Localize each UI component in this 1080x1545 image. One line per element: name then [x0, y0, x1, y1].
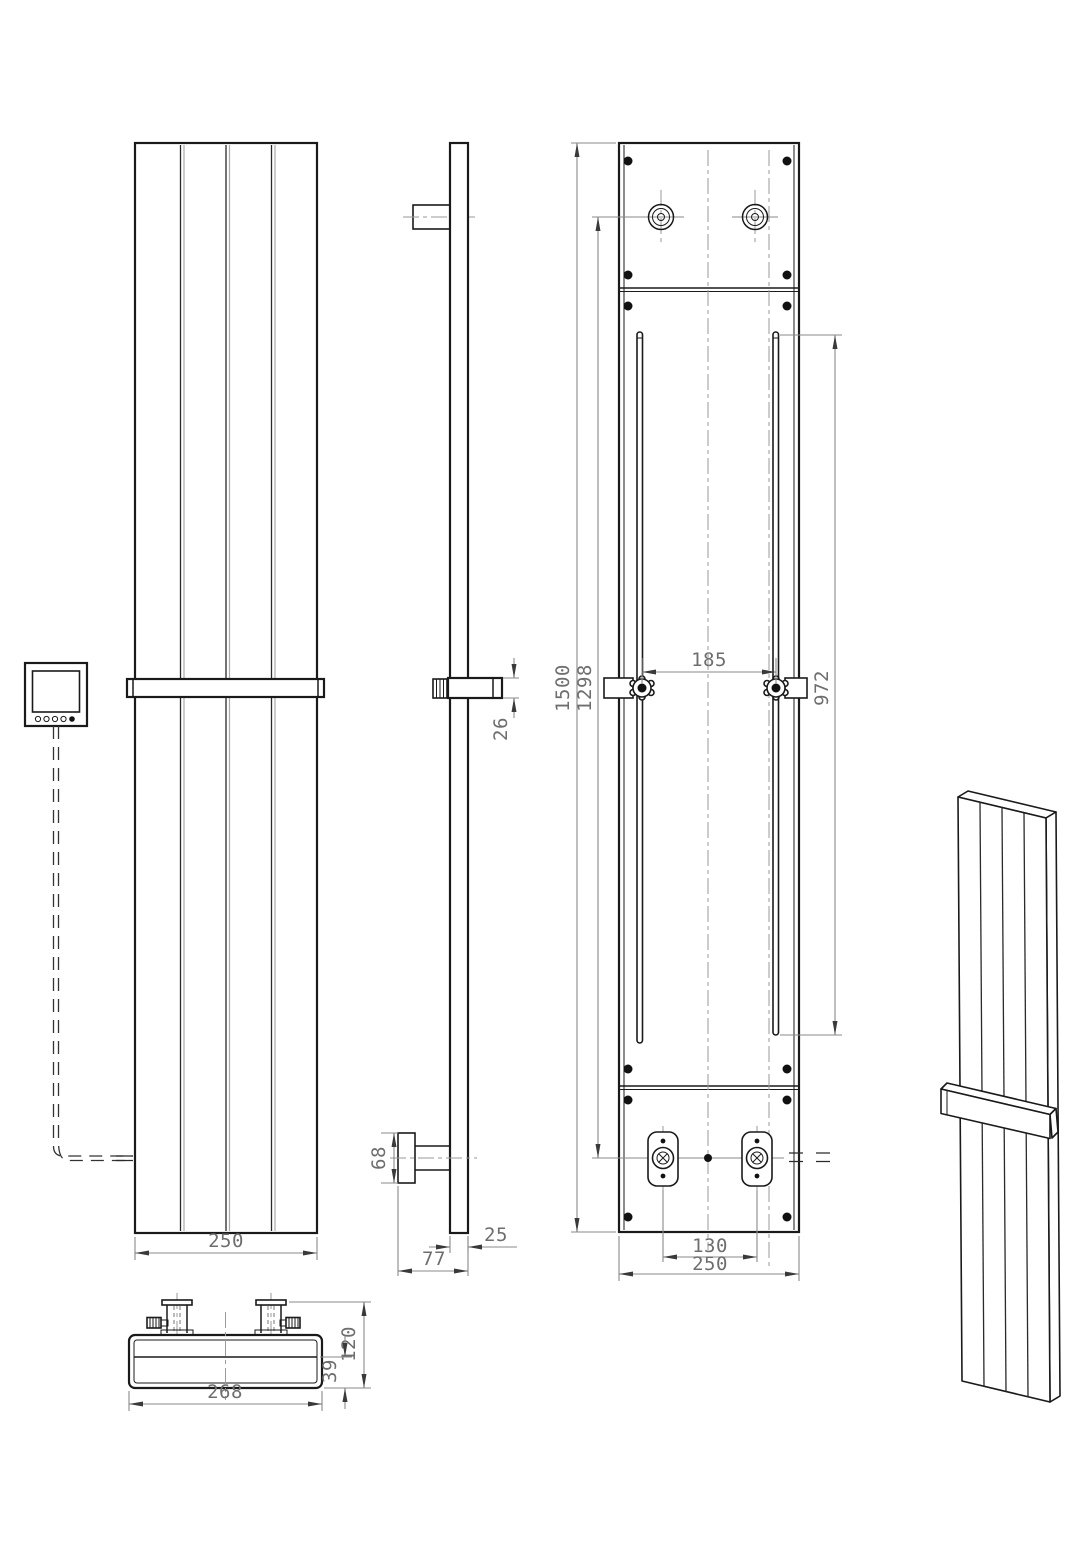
controller-button — [69, 716, 75, 722]
wall-bracket — [604, 676, 654, 700]
dim-slot-length-label: 972 — [811, 670, 833, 706]
side-view — [368, 143, 519, 1276]
dim-bracket-spacing-label: 185 — [691, 649, 727, 671]
controller-wire — [54, 726, 134, 1161]
dim-connection-height — [574, 217, 598, 1158]
towel-bar-front — [127, 679, 324, 697]
dim-connection-height-label: 1298 — [574, 664, 596, 712]
controller-screen — [33, 671, 80, 712]
center-hole — [704, 1154, 712, 1162]
dim-front-width — [135, 1230, 317, 1260]
thermostat-controller — [25, 663, 133, 1161]
dim-rail-depth — [490, 658, 519, 741]
dim-overall-height-label: 1500 — [552, 664, 574, 712]
dim-valve-spacing-label: 130 — [692, 1235, 728, 1257]
dim-rail-depth-label: 26 — [490, 717, 512, 741]
bleed-valve-knob — [147, 1318, 161, 1329]
dim-panel-thickness-label: 25 — [484, 1224, 508, 1246]
dim-front-width-label: 250 — [208, 1230, 244, 1252]
dim-base-height-label: 120 — [338, 1326, 360, 1362]
rear-view — [552, 143, 842, 1281]
dim-bracket-depth — [368, 1133, 398, 1183]
valve-plate — [648, 1126, 678, 1192]
dim-base-lip-label: 39 — [319, 1359, 341, 1383]
bleed-valve-knob — [286, 1318, 300, 1329]
front-view — [127, 143, 324, 1260]
dim-bracket-depth-label: 68 — [368, 1146, 390, 1170]
dim-base-width-label: 268 — [207, 1381, 243, 1403]
bottom-view — [129, 1293, 371, 1411]
towel-bar-side — [433, 678, 502, 698]
dim-rear-width-label: 250 — [692, 1253, 728, 1275]
dim-total-depth-label: 77 — [422, 1248, 446, 1270]
isometric-view — [941, 791, 1060, 1402]
valve-plate — [742, 1126, 772, 1192]
